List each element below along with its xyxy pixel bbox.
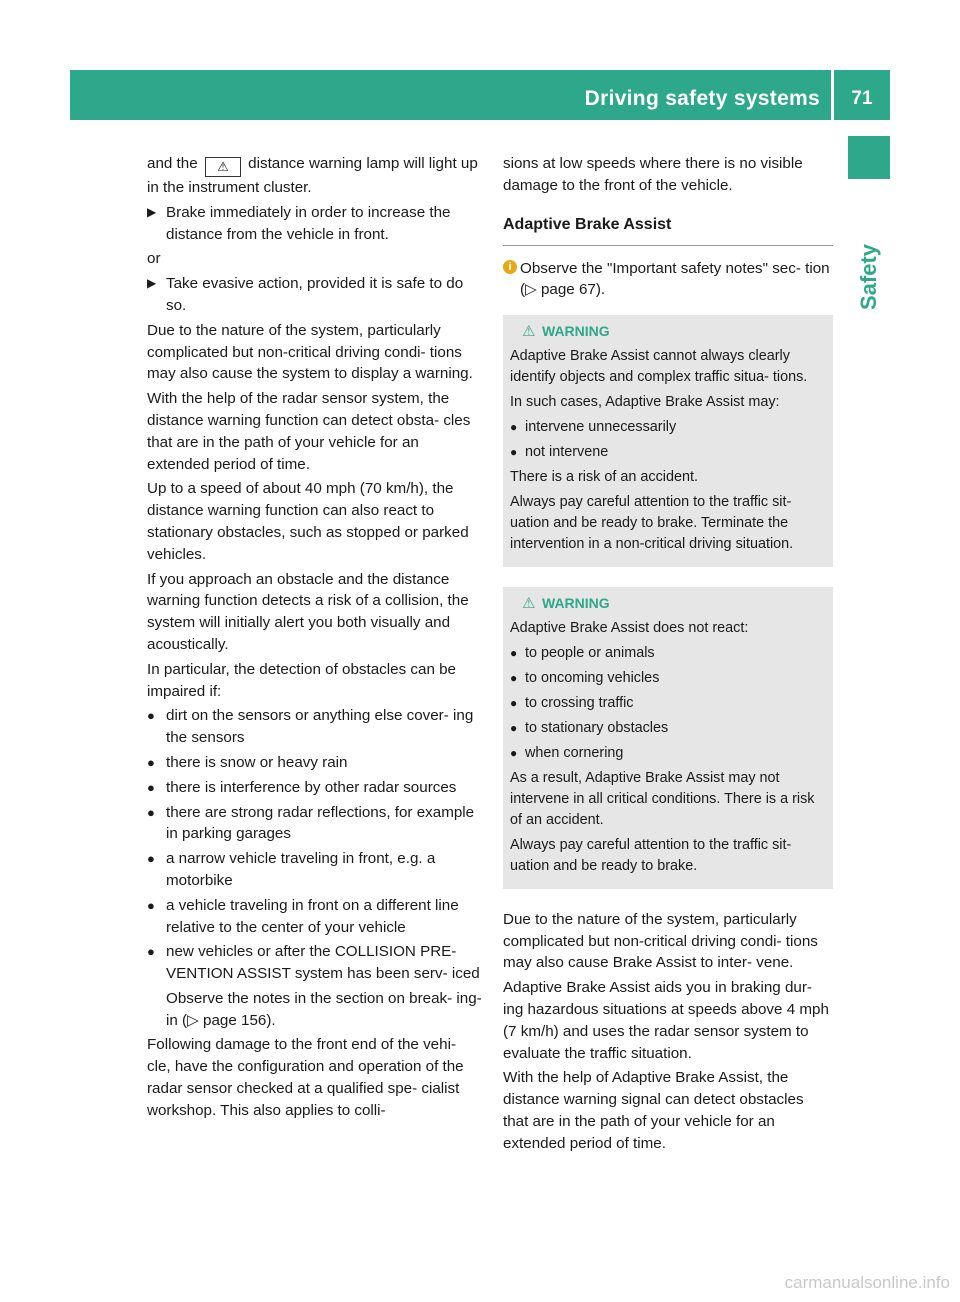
paragraph: Due to the nature of the system, particularly complicated but non-critical driving condi- tions may also cause the system to display a warning. bbox=[147, 321, 473, 383]
side-tab-marker bbox=[848, 136, 890, 179]
arrow-icon: ▶ bbox=[147, 276, 157, 291]
bullet-icon: ● bbox=[147, 754, 155, 770]
list-item: ● new vehicles or after the COLLISION PRE- VENTION ASSIST system has been serv- iced bbox=[147, 943, 480, 983]
bullet-icon: ● bbox=[147, 897, 155, 913]
paragraph: Following damage to the front end of the vehi- cle, have the configuration and operation of the radar sensor checked at a qualified spe- cialist workshop. This also applies to colli- bbox=[147, 1036, 464, 1119]
info-icon: i bbox=[503, 260, 517, 274]
list-item: ● there are strong radar reflections, for example in parking garages bbox=[147, 803, 475, 843]
list-item: ● a vehicle traveling in front on a different line relative to the center of your vehicle bbox=[147, 896, 459, 936]
arrow-icon: ▶ bbox=[147, 204, 157, 219]
section-heading: Adaptive Brake Assist bbox=[503, 213, 833, 246]
distance-warning-lamp-icon: ⚠ bbox=[205, 157, 241, 177]
action-text: Take evasive action, provided it is safe to do so. bbox=[166, 275, 464, 314]
warning-text: Adaptive Brake Assist does not react: bbox=[510, 619, 749, 636]
warning-text: Adaptive Brake Assist cannot always clearly identify objects and complex traffic situa- tions. bbox=[510, 347, 808, 385]
bullet-icon: ● bbox=[147, 779, 155, 795]
paragraph: If you approach an obstacle and the distance warning function detects a risk of a collision, the system will initially alert you both visually and acoustically. bbox=[147, 570, 469, 653]
right-column bbox=[503, 153, 833, 1158]
side-tab-label: Safety bbox=[856, 243, 881, 311]
paragraph: Adaptive Brake Assist aids you in braking dur- ing hazardous situations at speeds above 4 mph (7 km/h) and uses the radar sensor system to evaluate the traffic situation. bbox=[503, 979, 829, 1062]
list-item: ● to stationary obstacles bbox=[510, 718, 825, 739]
warning-title: ⚠ WARNING bbox=[510, 593, 825, 615]
bullet-icon: ● bbox=[510, 645, 518, 660]
section-title: Driving safety systems bbox=[584, 87, 820, 110]
list-item: ● to crossing traffic bbox=[510, 693, 825, 714]
bullet-icon: ● bbox=[147, 944, 155, 960]
warning-text: Always pay careful attention to the traffic sit- uation and be ready to brake. Terminate the intervention in a non-critical driving situation. bbox=[510, 493, 794, 552]
warning-text: As a result, Adaptive Brake Assist may not intervene in all critical conditions. There is a risk of an accident. bbox=[510, 769, 815, 828]
paragraph: Up to a speed of about 40 mph (70 km/h), the distance warning function can also react to stationary obstacles, such as stopped or parked vehicles. bbox=[147, 480, 469, 563]
info-text[interactable]: Observe the "Important safety notes" sec- tion (▷ page 67). bbox=[520, 259, 830, 299]
list-item: ● to people or animals bbox=[510, 643, 825, 664]
or-text: or bbox=[147, 250, 161, 268]
bullet-icon: ● bbox=[147, 851, 155, 867]
warning-title: ⚠ WARNING bbox=[510, 321, 825, 343]
list-item: ● there is interference by other radar sources bbox=[147, 777, 483, 799]
warning-text: In such cases, Adaptive Brake Assist may: bbox=[510, 393, 780, 410]
paragraph: With the help of the radar sensor system, the distance warning function can detect obsta- cles that are in the path of your vehicle for an extended period of time. bbox=[147, 390, 471, 473]
bullet-icon: ● bbox=[510, 695, 518, 710]
warning-text: There is a risk of an accident. bbox=[510, 468, 698, 485]
action-text: Brake immediately in order to increase the distance from the vehicle in front. bbox=[166, 203, 451, 243]
continuation-paragraph: sions at low speeds where there is no visible damage to the front of the vehicle. bbox=[503, 155, 803, 194]
page-number: 71 bbox=[851, 88, 873, 109]
action-step bbox=[147, 273, 483, 317]
intro-pre: and the bbox=[147, 155, 198, 172]
bullet-icon: ● bbox=[147, 804, 155, 820]
list-item: ● when cornering bbox=[510, 743, 825, 764]
bullet-icon: ● bbox=[510, 670, 518, 685]
list-item: ● dirt on the sensors or anything else cover- ing the sensors bbox=[147, 707, 474, 747]
left-column bbox=[147, 153, 483, 1125]
warning-triangle-icon: ⚠ bbox=[522, 323, 536, 341]
warning-box bbox=[503, 587, 833, 889]
paragraph: In particular, the detection of obstacles can be impaired if: bbox=[147, 660, 457, 700]
list-item: ● there is snow or heavy rain bbox=[147, 752, 483, 774]
bullet-icon: ● bbox=[510, 444, 518, 459]
action-step bbox=[147, 202, 483, 246]
bullet-icon: ● bbox=[510, 720, 518, 735]
warning-triangle-icon: ⚠ bbox=[522, 594, 536, 612]
watermark: carmanualsonline.info bbox=[784, 1273, 950, 1292]
intro-post: distance warning lamp will light up in the instrument cluster. bbox=[147, 155, 478, 196]
list-item: ● a narrow vehicle traveling in front, e.g. a motorbike bbox=[147, 850, 436, 889]
bullet-icon: ● bbox=[510, 745, 518, 760]
list-item-note: Observe the notes in the section on break- ing-in (▷ page 156). bbox=[166, 989, 482, 1029]
list-item: ● intervene unnecessarily bbox=[510, 417, 825, 438]
bullet-icon: ● bbox=[510, 419, 518, 434]
intro-paragraph bbox=[147, 153, 483, 199]
info-note bbox=[503, 258, 833, 302]
list-item: ● not intervene bbox=[510, 442, 825, 463]
warning-text: Always pay careful attention to the traffic sit- uation and be ready to brake. bbox=[510, 836, 792, 874]
bullet-icon: ● bbox=[147, 708, 155, 724]
paragraph: With the help of Adaptive Brake Assist, the distance warning signal can detect obstacles that are in the path of your vehicle for an extended period of time. bbox=[503, 1069, 804, 1152]
paragraph: Due to the nature of the system, particularly complicated but non-critical driving condi- tions may also cause Brake Assist to inter- vene. bbox=[503, 910, 818, 972]
warning-box bbox=[503, 315, 833, 567]
list-item: ● to oncoming vehicles bbox=[510, 668, 825, 689]
